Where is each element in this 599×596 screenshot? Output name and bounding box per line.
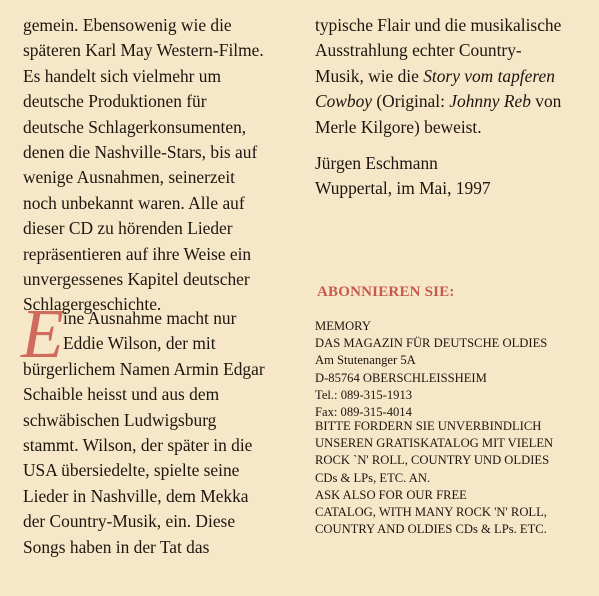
text-line: Lieder in Nashville, dem Mekka bbox=[23, 485, 249, 506]
text-line: späteren Karl May Western-Filme. bbox=[23, 40, 264, 61]
text-line: deutsche Schlagerkonsumenten, bbox=[23, 116, 247, 137]
text-line: noch unbekannt waren. Alle auf bbox=[23, 192, 245, 213]
text-line: denen die Nashville-Stars, bis auf bbox=[23, 142, 258, 163]
drop-cap-letter: E bbox=[21, 296, 64, 373]
author-place-date: Wuppertal, im Mai, 1997 bbox=[315, 178, 491, 199]
text-line: Schaible heisst und aus dem bbox=[23, 384, 220, 405]
text-segment: Musik, wie die bbox=[315, 65, 424, 86]
text-line: stammt. Wilson, der später in die bbox=[23, 435, 253, 456]
phone-line: Tel.: 089-315-1913 bbox=[315, 387, 413, 402]
notice-line: COUNTRY AND OLDIES CDs & LPs. ETC. bbox=[315, 522, 547, 537]
text-line: gemein. Ebensowenig wie die bbox=[23, 15, 232, 35]
text-line: repräsentieren auf ihre Weise ein bbox=[23, 243, 252, 264]
text-line: der Country-Musik, ein. Diese bbox=[23, 511, 236, 532]
catalog-notice bbox=[315, 418, 553, 538]
notice-line: CATALOG, WITH MANY ROCK 'N' ROLL, bbox=[315, 505, 547, 520]
text-line: typische Flair und die musikalische bbox=[315, 15, 562, 35]
right-column bbox=[315, 13, 595, 140]
text-line: USA übersiedelte, spielte seine bbox=[23, 460, 240, 481]
song-title: Johnny Reb bbox=[449, 91, 531, 112]
text-line bbox=[315, 64, 595, 89]
text-line: Eddie Wilson, der mit bbox=[63, 333, 216, 354]
text-line: deutsche Produktionen für bbox=[23, 91, 207, 112]
text-line bbox=[315, 89, 595, 114]
notice-line: UNSEREN GRATISKATALOG MIT VIELEN bbox=[315, 436, 554, 451]
intro-paragraph bbox=[23, 13, 305, 318]
author-name: Jürgen Eschmann bbox=[315, 153, 438, 173]
notice-line: BITTE FORDERN SIE UNVERBINDLICH bbox=[315, 419, 542, 433]
text-line: dieser CD zu hörenden Lieder bbox=[23, 218, 233, 239]
signature bbox=[315, 151, 491, 202]
text-line: Es handelt sich vielmehr um bbox=[23, 65, 222, 86]
text-line: Schlagergeschichte. bbox=[23, 294, 162, 315]
address-line: Am Stutenanger 5A bbox=[315, 353, 416, 368]
address-block bbox=[315, 318, 547, 421]
address-line: D-85764 OBERSCHLEISSHEIM bbox=[315, 370, 487, 385]
subscribe-heading: ABONNIEREN SIE: bbox=[317, 284, 455, 300]
fax-line: Fax: 089-315-4014 bbox=[315, 405, 412, 420]
song-title: Cowboy bbox=[315, 91, 373, 112]
song-title: Story vom tapferen bbox=[423, 65, 555, 86]
notice-line: CDs & LPs, ETC. AN. bbox=[315, 470, 431, 485]
text-line: Merle Kilgore) beweist. bbox=[315, 116, 482, 137]
text-segment: von bbox=[530, 91, 562, 112]
address-line: DAS MAGAZIN FÜR DEUTSCHE OLDIES bbox=[315, 336, 548, 351]
left-column bbox=[23, 13, 305, 318]
text-line: Songs haben in der Tat das bbox=[23, 536, 210, 557]
text-line: ine Ausnahme macht nur bbox=[63, 308, 237, 328]
notice-line: ROCK `N' ROLL, COUNTRY UND OLDIES bbox=[315, 453, 550, 468]
address-line: MEMORY bbox=[315, 319, 371, 333]
text-segment: (Original: bbox=[372, 91, 450, 112]
text-line: schwäbischen Ludwigsburg bbox=[23, 409, 217, 430]
notice-line: ASK ALSO FOR OUR FREE bbox=[315, 487, 467, 502]
text-line: Ausstrahlung echter Country- bbox=[315, 40, 522, 61]
text-line: unvergessenes Kapitel deutscher bbox=[23, 269, 250, 290]
text-line: bürgerlichem Namen Armin Edgar bbox=[23, 358, 265, 379]
text-line: wenige Ausnahmen, seinerzeit bbox=[23, 167, 235, 188]
